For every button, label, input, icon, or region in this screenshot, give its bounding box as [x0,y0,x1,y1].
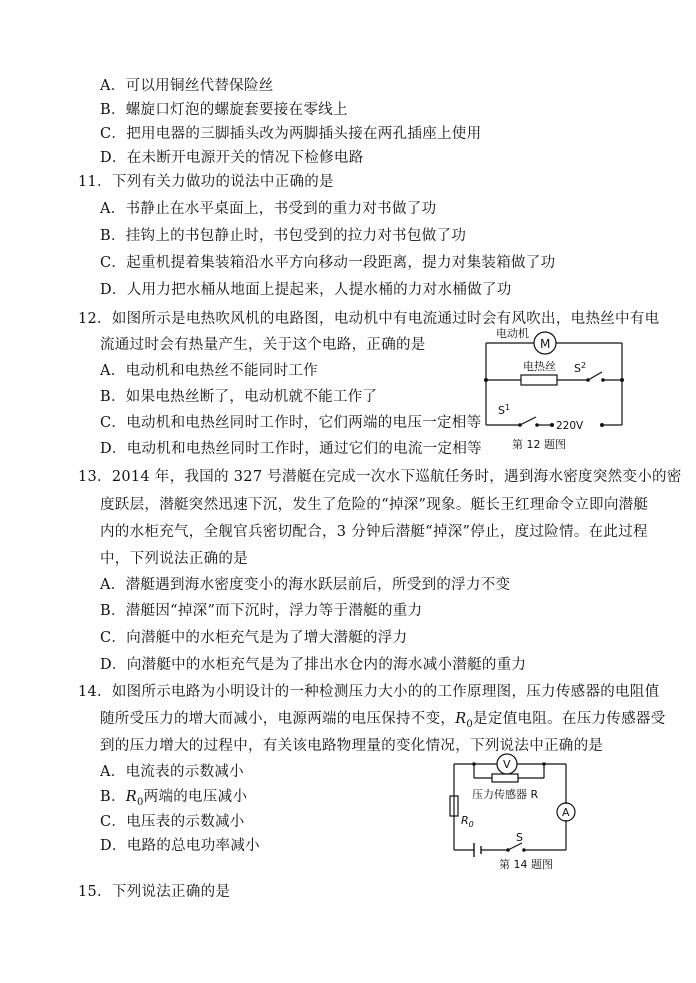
voltage-label: 220V [556,420,584,432]
motor-symbol: M [540,337,551,351]
motor-label: 电动机 [496,327,529,340]
q12-option-c: C．电动机和电热丝同时工作时，它们两端的电压一定相等 [100,415,482,431]
question-13-line4: 中，下列说法正确的是 [100,551,248,567]
q14-option-a: A．电流表的示数减小 [100,764,244,780]
q12-option-d: D．电动机和电热丝同时工作时，通过它们的电流一定相等 [100,441,482,457]
q13-option-c: C．向潜艇中的水柜充气是为了增大潜艇的浮力 [100,630,408,646]
q13-option-d: D．向潜艇中的水柜充气是为了排出水仓内的海水减小潜艇的重力 [100,657,527,673]
option-c: C．把用电器的三脚插头改为两脚插头接在两孔插座上使用 [100,126,482,142]
q14-option-b: B．$R_0$两端的电压减小 [100,789,248,808]
question-15-stem: 15．下列说法正确的是 [78,884,231,900]
question-14-line2: 随所受压力的增大而减小，电源两端的电压保持不变，$R_0$是定值电阻。在压力传感器受 [100,711,666,730]
option-d: D．在未断开电源开关的情况下检修电路 [100,150,364,166]
q13-option-b: B．潜艇因“掉深”而下沉时，浮力等于潜艇的重力 [100,603,423,619]
q11-option-b: B．挂钩上的书包静止时，书包受到的拉力对书包做了功 [100,228,467,244]
voltmeter-symbol: V [503,758,511,771]
question-12-stem-line2: 流通过时会有热量产生，关于这个电路，正确的是 [100,337,426,353]
question-13-line3: 内的水柜充气，全舰官兵密切配合，3 分钟后潜艇“掉深”停止，度过险情。在此过程 [100,524,648,540]
q11-option-a: A．书静止在水平桌面上，书受到的重力对书做了功 [100,201,437,217]
q11-option-c: C．起重机提着集装箱沿水平方向移动一段距离，提力对集装箱做了功 [100,255,556,271]
question-14-line1: 14．如图所示电路为小明设计的一种检测压力大小的的工作原理图，压力传感器的电阻值 [78,684,660,700]
question-13-line1: 13．2014 年，我国的 327 号潜艇在完成一次水下巡航任务时，遇到海水密度突然变小的密 [78,469,682,485]
q12-option-a: A．电动机和电热丝不能同时工作 [100,363,318,379]
question-13-line2: 度跃层，潜艇突然迅速下沉，发生了危险的“掉深”现象。艇长王红理命令立即向潜艇 [100,497,649,513]
q14-option-c: C．电压表的示数减小 [100,814,245,830]
heater-label: 电热丝 [523,360,556,373]
pressure-sensor-label: 压力传感器 R [472,788,539,801]
figure-14-caption: 第 14 题图 [499,858,553,871]
ammeter-symbol: A [562,806,570,819]
r0-label: $R_0$ [461,814,474,829]
switch-s1-label: $S^1$ [498,403,511,417]
figure-12-caption: 第 12 题图 [512,438,566,451]
figure-14-circuit [444,752,594,874]
option-b: B．螺旋口灯泡的螺旋套要接在零线上 [100,102,348,118]
q14-option-d: D．电路的总电功率减小 [100,838,260,854]
question-11-stem: 11．下列有关力做功的说法中正确的是 [78,174,334,190]
q13-option-a: A．潜艇遇到海水密度变小的海水跃层前后，所受到的浮力不变 [100,577,511,593]
question-12-stem-line1: 12．如图所示是电热吹风机的电路图，电动机中有电流通过时会有风吹出，电热丝中有电 [78,311,660,327]
option-a: A．可以用铜丝代替保险丝 [100,78,274,94]
q12-option-b: B．如果电热丝断了，电动机就不能工作了 [100,389,378,405]
figure-12-circuit [476,326,636,454]
question-14-line3: 到的压力增大的过程中，有关该电路物理量的变化情况，下列说法中正确的是 [100,738,604,754]
q11-option-d: D．人用力把水桶从地面上提起来，人提水桶的力对水桶做了功 [100,282,512,298]
switch-s-label: S [516,831,523,844]
switch-s2-label: $S^2$ [574,361,587,375]
